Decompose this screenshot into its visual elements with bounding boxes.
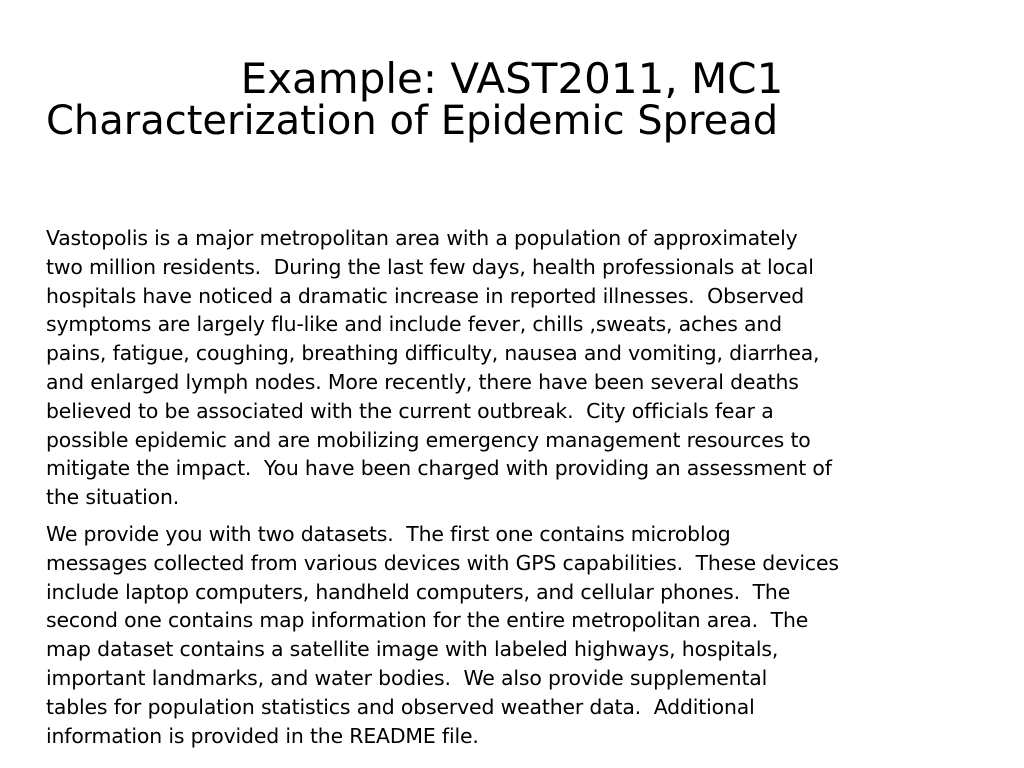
slide-title: Example: VAST2011, MC1 [240, 54, 784, 104]
paragraph-datasets: We provide you with two datasets. The first one contains microblog messages collected from various devices with GPS capabilities. These devices include laptop computers, handheld computers, and cellular phones. The second one contains map information for the entire metropolitan area. The map dataset contains a satellite image with labeled highways, hospitals, important landmarks, and water bodies. We also provide supplemental tables for population statistics and observed weather data. Additional information is provided in the README file. [46, 521, 839, 748]
slide-subtitle: Characterization of Epidemic Spread [46, 98, 779, 144]
paragraph-scenario: Vastopolis is a major metropolitan area with a population of approximately two million residents. During the last few days, health professionals at local hospitals have noticed a dramatic increase in reported illnesses. Observed symptoms are largely flu-like and include fever, chills ,sweats, aches and pains, fatigue, coughing, breathing difficulty, nausea and vomiting, diarrhea, and enlarged lymph nodes. More recently, there have been several deaths believed to be associated with the current outbreak. City officials fear a possible epidemic and are mobilizing emergency management resources to mitigate the impact. You have been charged with providing an assessment of the situation. [46, 226, 832, 510]
slide-body [46, 224, 996, 750]
